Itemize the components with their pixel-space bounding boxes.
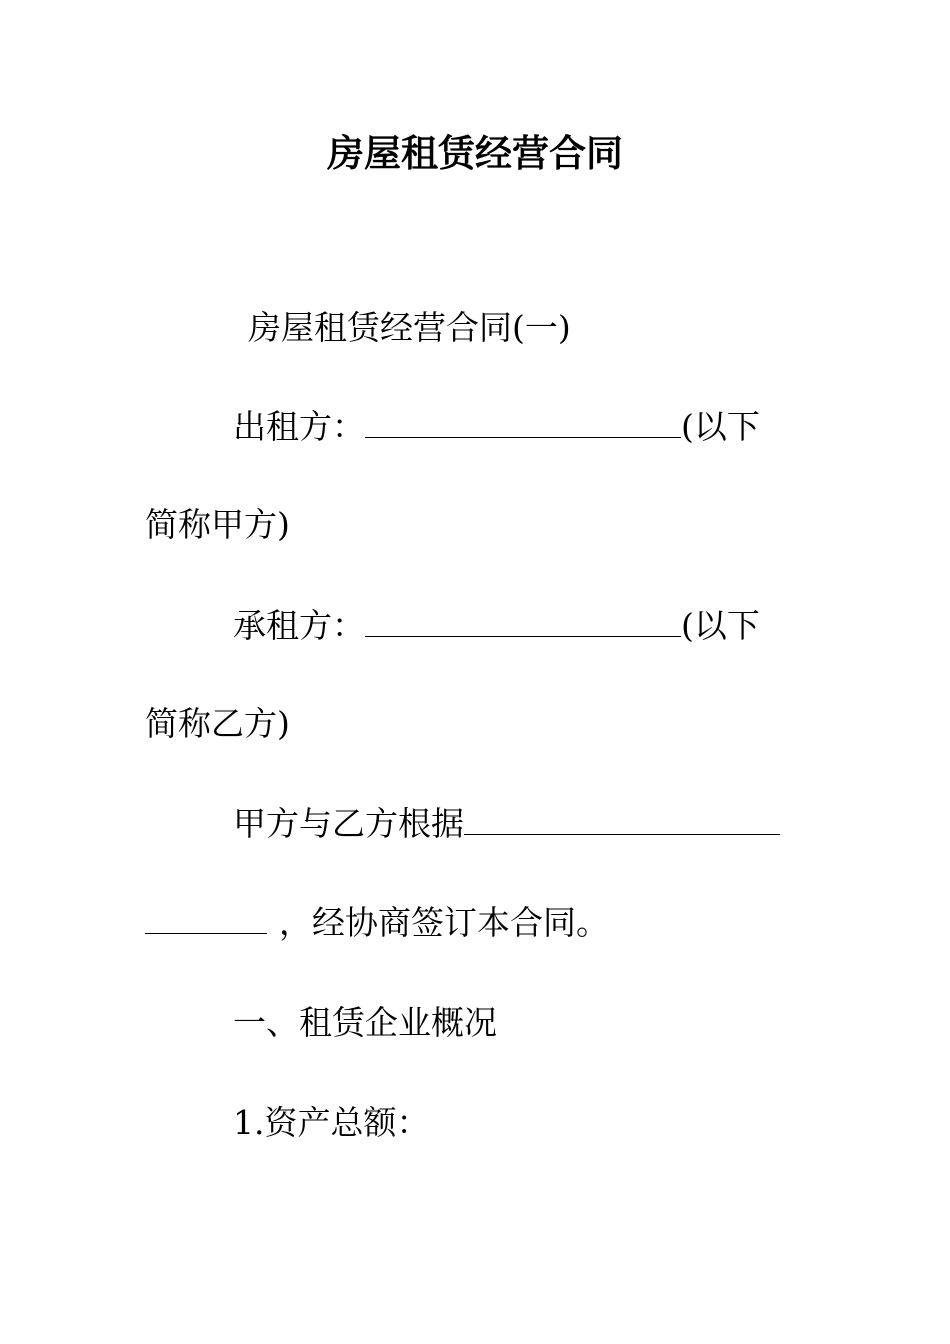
lessee-blank [365,606,681,637]
basis-prefix: 甲方与乙方根据 [233,804,464,843]
lessor-blank [365,407,681,438]
basis-continuation: ，经协商签订本合同。 [279,903,609,942]
lessee-line [233,604,760,648]
lessor-line [233,405,760,449]
lessor-label: 出租方： [233,407,365,446]
lessee-continuation: 简称乙方) [145,704,290,743]
lessor-suffix: (以下 [681,407,760,446]
basis-blank [464,804,780,835]
section-1-heading: 一、租赁企业概况 [233,1003,497,1042]
contract-subtitle: 房屋租赁经营合同(一) [248,308,571,347]
lessee-suffix: (以下 [681,606,760,645]
section-1-item-1: 1.资产总额： [233,1103,430,1142]
basis-blank-continued [145,903,267,934]
document-title: 房屋租赁经营合同 [327,131,623,175]
basis-continuation-line [145,901,609,945]
lessee-label: 承租方： [233,606,365,645]
basis-line [233,802,780,846]
lessor-continuation: 简称甲方) [145,505,290,544]
